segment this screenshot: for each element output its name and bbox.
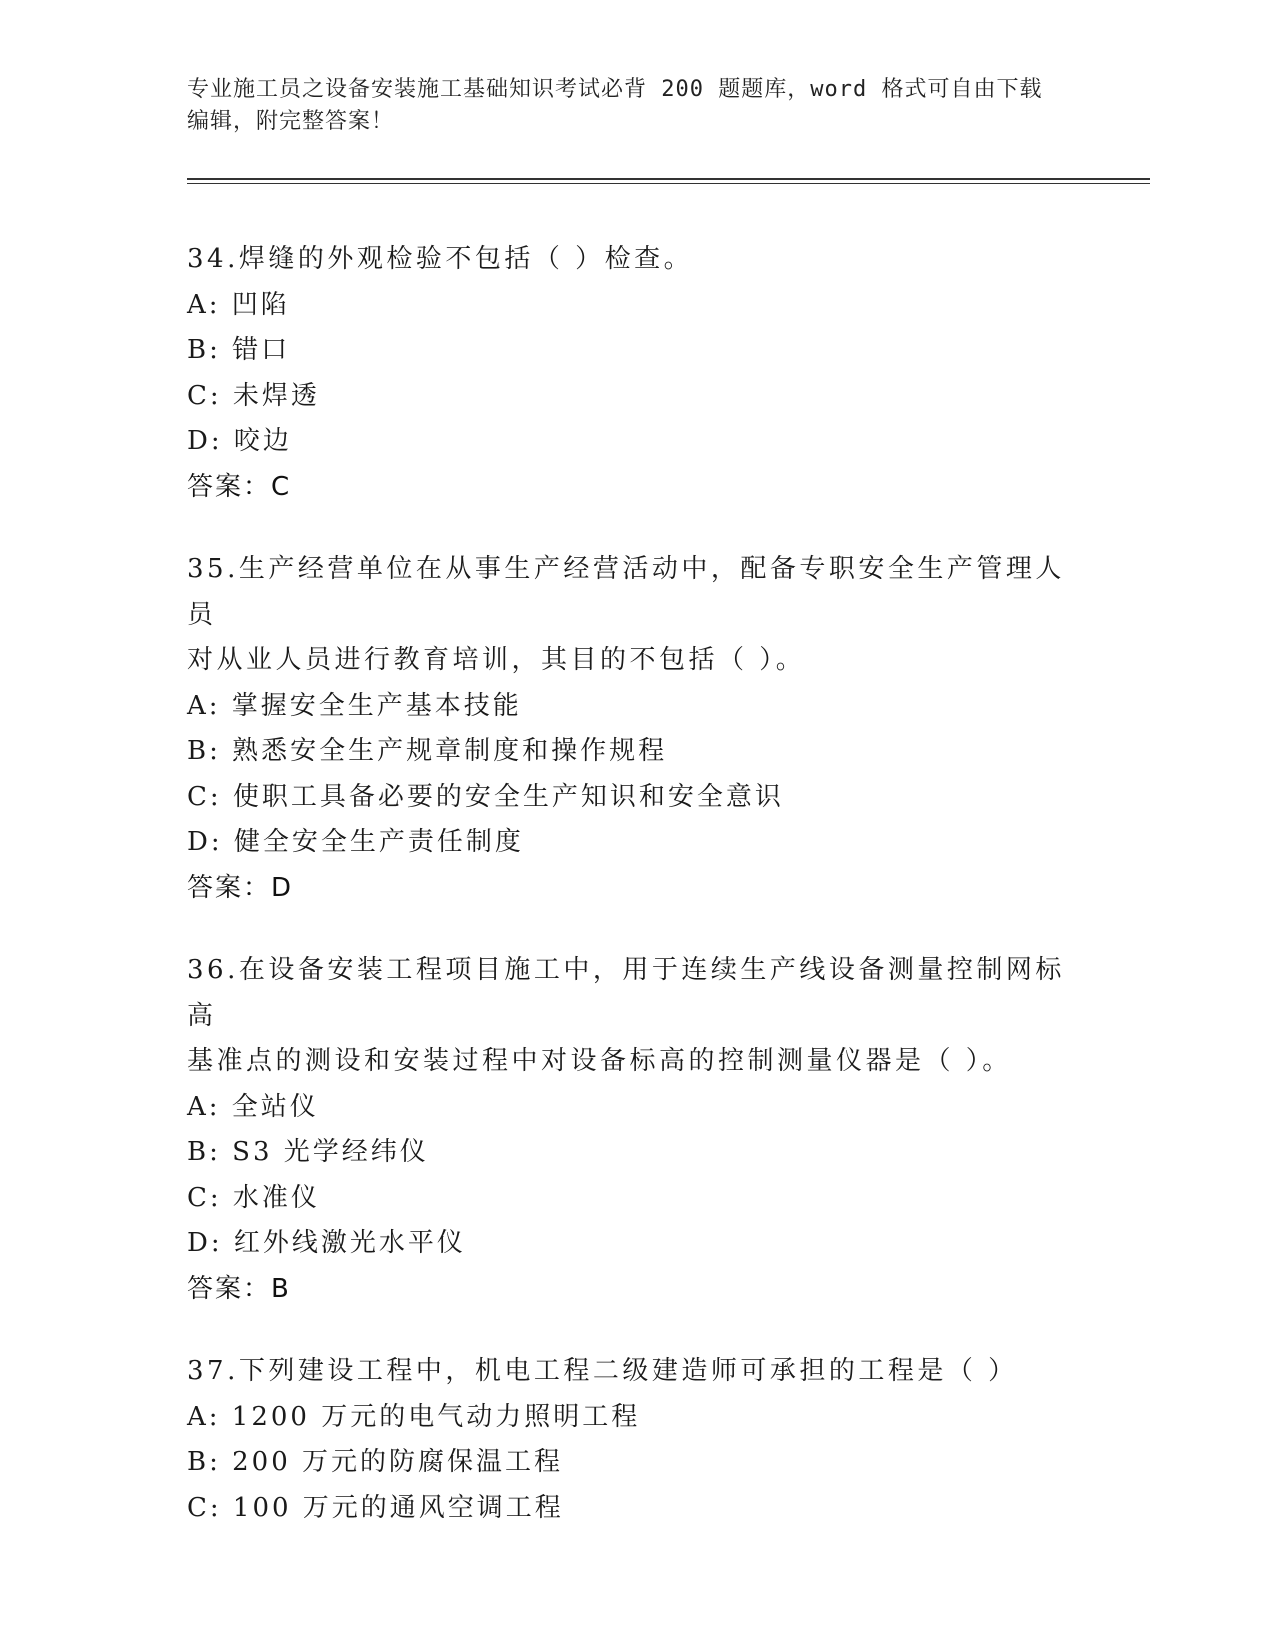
question-list <box>187 237 1087 1568</box>
option-b: B: 错口 <box>187 335 291 365</box>
question-37 <box>187 1349 1087 1531</box>
question-text-cont: 对从业人员进行教育培训，其目的不包括（ ）。 <box>187 645 806 675</box>
option-d: D: 咬边 <box>187 426 292 456</box>
question-text: 36.在设备安装工程项目施工中，用于连续生产线设备测量控制网标高 <box>187 955 1065 1031</box>
option-b: B: S3 光学经纬仪 <box>187 1137 429 1167</box>
option-c: C: 使职工具备必要的安全生产知识和安全意识 <box>187 781 784 812</box>
question-text: 37.下列建设工程中，机电工程二级建造师可承担的工程是（ ） <box>187 1356 1018 1386</box>
option-a: A: 掌握安全生产基本技能 <box>187 690 522 721</box>
answer: 答案：C <box>187 471 292 502</box>
option-a: A: 1200 万元的电气动力照明工程 <box>187 1401 641 1432</box>
option-c: C: 100 万元的通风空调工程 <box>187 1492 564 1523</box>
option-a: A: 全站仪 <box>187 1091 319 1122</box>
option-b: B: 熟悉安全生产规章制度和操作规程 <box>187 736 668 766</box>
document-header <box>187 74 1067 138</box>
header-divider-top <box>187 178 1150 180</box>
header-divider-bottom <box>187 183 1150 184</box>
option-d: D: 红外线激光水平仪 <box>187 1228 466 1258</box>
question-34 <box>187 237 1087 510</box>
question-text-cont: 基准点的测设和安装过程中对设备标高的控制测量仪器是（ ）。 <box>187 1046 1012 1076</box>
question-35 <box>187 547 1087 911</box>
option-d: D: 健全安全生产责任制度 <box>187 827 524 857</box>
header-line-1: 专业施工员之设备安装施工基础知识考试必背 200 题题库，word 格式可自由下载 <box>187 77 1043 102</box>
question-text: 35.生产经营单位在从事生产经营活动中，配备专职安全生产管理人员 <box>187 554 1065 630</box>
option-b: B: 200 万元的防腐保温工程 <box>187 1447 564 1477</box>
header-line-2: 编辑，附完整答案！ <box>187 109 395 134</box>
option-c: C: 水准仪 <box>187 1182 320 1213</box>
answer: 答案：D <box>187 872 294 903</box>
question-36 <box>187 948 1087 1312</box>
option-c: C: 未焊透 <box>187 380 320 411</box>
question-text: 34.焊缝的外观检验不包括（ ）检查。 <box>187 244 694 274</box>
answer: 答案：B <box>187 1273 291 1304</box>
option-a: A: 凹陷 <box>187 289 290 320</box>
